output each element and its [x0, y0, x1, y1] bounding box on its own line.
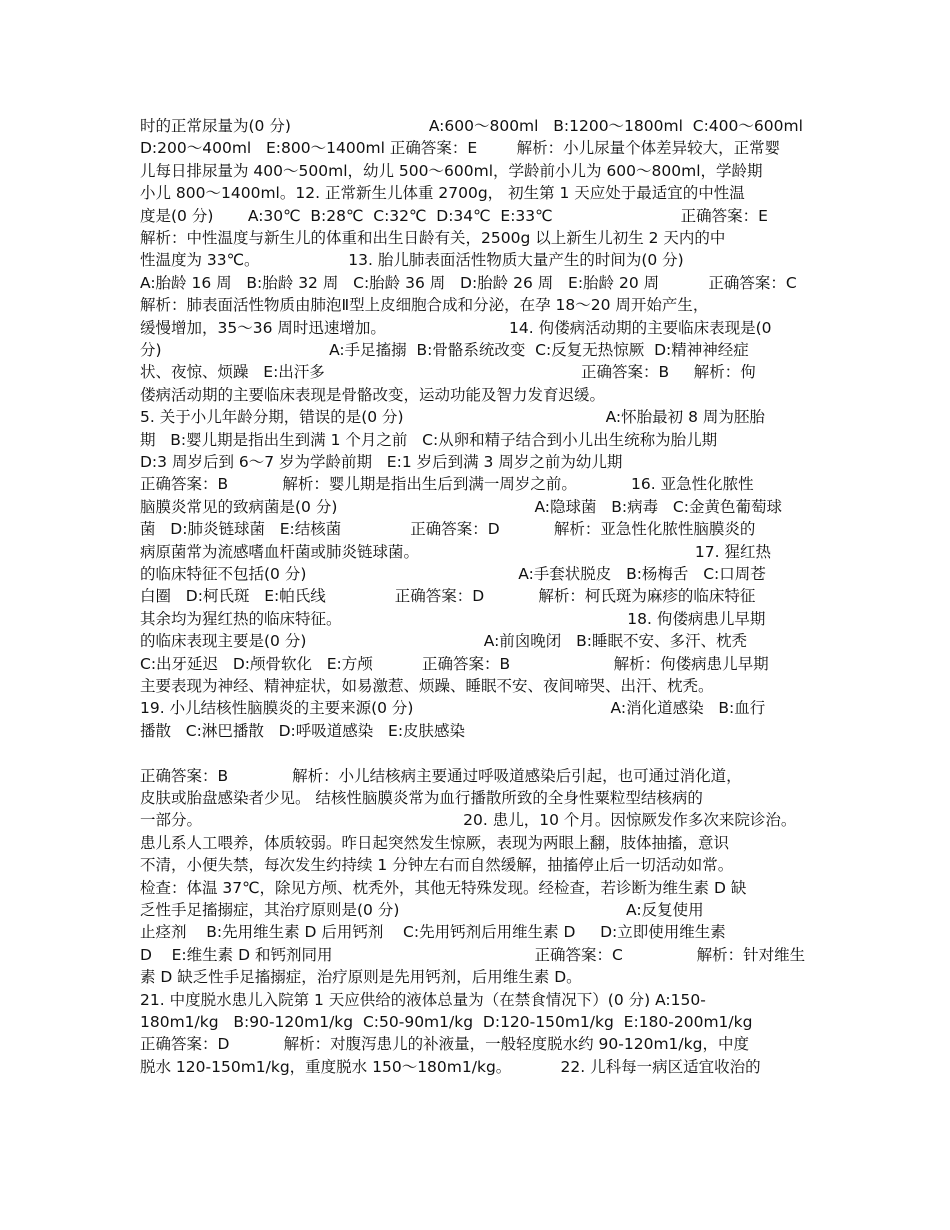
- text-line: A:胎龄 16 周 B:胎龄 32 周 C:胎龄 36 周 D:胎龄 26 周 E:胎龄 20 周 正确答案：C: [140, 273, 797, 292]
- text-line: 其余均为猩红热的临床特征。 18. 佝偻病患儿早期: [140, 609, 766, 628]
- text-line: 白圈 D:柯氏斑 E:帕氏线 正确答案：D 解析：柯氏斑为麻疹的临床特征: [140, 587, 756, 606]
- text-line: 皮肤或胎盘感染者少见。 结核性脑膜炎常为血行播散所致的全身性粟粒型结核病的: [140, 789, 703, 807]
- text-line: 脑膜炎常见的致病菌是(0 分) A:隐球菌 B:病毒 C:金黄色葡萄球: [140, 497, 782, 516]
- text-line: 状、夜惊、烦躁 E:出汗多 正确答案：B 解析：佝: [140, 363, 756, 382]
- text-line: 播散 C:淋巴播散 D:呼吸道感染 E:皮肤感染: [140, 721, 466, 740]
- text-line: D E:维生素 D 和钙剂同用 正确答案：C 解析：针对维生: [140, 945, 806, 964]
- text-line: 菌 D:肺炎链球菌 E:结核菌 正确答案：D 解析：亚急性化脓性脑膜炎的: [140, 520, 756, 539]
- text-line: 正确答案：B 解析：小儿结核病主要通过呼吸道感染后引起，也可通过消化道，: [140, 766, 742, 785]
- text-line: 素 D 缺乏性手足搐搦症，治疗原则是先用钙剂，后用维生素 D。: [140, 968, 582, 987]
- text-line: 儿每日排尿量为 400～500ml，幼儿 500～600ml，学龄前小儿为 600～800ml，学龄期: [140, 161, 763, 180]
- text-line: 检查：体温 37℃，除见方颅、枕秃外，其他无特殊发现。经检查，若诊断为维生素 D 缺: [140, 878, 747, 897]
- text-line: 的临床特征不包括(0 分) A:手套状脱皮 B:杨梅舌 C:口周苍: [140, 565, 766, 583]
- text-line: 性温度为 33℃。 13. 胎儿肺表面活性物质大量产生的时间为(0 分): [140, 251, 684, 270]
- text-line: 主要表现为神经、精神症状，如易激惹、烦躁、睡眠不安、夜间啼哭、出汗、枕秃。: [140, 677, 714, 695]
- text-line: 正确答案：B 解析：婴儿期是指出生后到满一周岁之前。 16. 亚急性化脓性: [140, 475, 754, 494]
- text-line: 解析：中性温度与新生儿的体重和出生日龄有关，2500g 以上新生儿初生 2 天内的中: [140, 229, 726, 247]
- text-line: 度是(0 分) A:30℃ B:28℃ C:32℃ D:34℃ E:33℃ 正确答案：E: [140, 206, 768, 225]
- text-line: 不清，小便失禁，每次发生约持续 1 分钟左右而自然缓解，抽搐停止后一切活动如常。: [140, 856, 734, 875]
- text-line: 5. 关于小儿年龄分期，错误的是(0 分) A:怀胎最初 8 周为胚胎: [140, 408, 765, 427]
- text-line: 期 B:婴儿期是指出生到满 1 个月之前 C:从卵和精子结合到小儿出生统称为胎儿期: [140, 430, 718, 449]
- text-line: 解析：肺表面活性物质由肺泡Ⅱ型上皮细胞合成和分泌，在孕 18～20 周开始产生，: [140, 296, 709, 315]
- text-line: 21. 中度脱水患儿入院第 1 天应供给的液体总量为（在禁食情况下）(0 分) A:150-: [140, 990, 706, 1009]
- text-line: 偻病活动期的主要临床表现是骨骼改变，运动功能及智力发育迟缓。: [140, 385, 606, 404]
- text-line: 缓慢增加，35～36 周时迅速增加。 14. 佝偻病活动期的主要临床表现是(0: [140, 318, 772, 337]
- text-line: 的临床表现主要是(0 分) A:前囟晚闭 B:睡眠不安、多汗、枕秃: [140, 632, 747, 651]
- text-line: 患儿系人工喂养，体质较弱。昨日起突然发生惊厥，表现为两眼上翻，肢体抽搐，意识: [140, 833, 730, 852]
- text-line: 止痉剂 B:先用维生素 D 后用钙剂 C:先用钙剂后用维生素 D D:立即使用维生素: [140, 923, 726, 942]
- text-line: 小儿 800～1400ml。12. 正常新生儿体重 2700g， 初生第 1 天应处于最适宜的中性温: [140, 184, 745, 203]
- text-line: 分) A:手足搐搦 B:骨骼系统改变 C:反复无热惊厥 D:精神神经症: [140, 341, 749, 359]
- text-line: 一部分。 20. 患儿，10 个月。因惊厥发作多次来院诊治。: [140, 811, 797, 830]
- text-line: 乏性手足搐搦症，其治疗原则是(0 分) A:反复使用: [140, 901, 704, 919]
- text-line: 时的正常尿量为(0 分) A:600～800ml B:1200～1800ml C:400～600ml: [140, 117, 803, 135]
- text-line: 脱水 120-150m1/kg，重度脱水 150～180m1/kg。 22. 儿科每一病区适宜收治的: [140, 1057, 761, 1076]
- text-line: 病原菌常为流感嗜血杆菌或肺炎链球菌。 17. 猩红热: [140, 542, 771, 561]
- text-line: C:出牙延迟 D:颅骨软化 E:方颅 正确答案：B 解析：佝偻病患儿早期: [140, 654, 769, 673]
- text-line: 180m1/kg B:90-120m1/kg C:50-90m1/kg D:120-150m1/kg E:180-200m1/kg: [140, 1013, 753, 1031]
- text-line: 正确答案：D 解析：对腹泻患儿的补液量，一般轻度脱水约 90-120m1/kg，中度: [140, 1035, 749, 1054]
- text-line: D:200～400ml E:800～1400ml 正确答案：E 解析：小儿尿量个体差异较大，正常婴: [140, 139, 781, 158]
- text-line: D:3 周岁后到 6～7 岁为学龄前期 E:1 岁后到满 3 周岁之前为幼儿期: [140, 453, 623, 471]
- text-line: 19. 小儿结核性脑膜炎的主要来源(0 分) A:消化道感染 B:血行: [140, 699, 766, 718]
